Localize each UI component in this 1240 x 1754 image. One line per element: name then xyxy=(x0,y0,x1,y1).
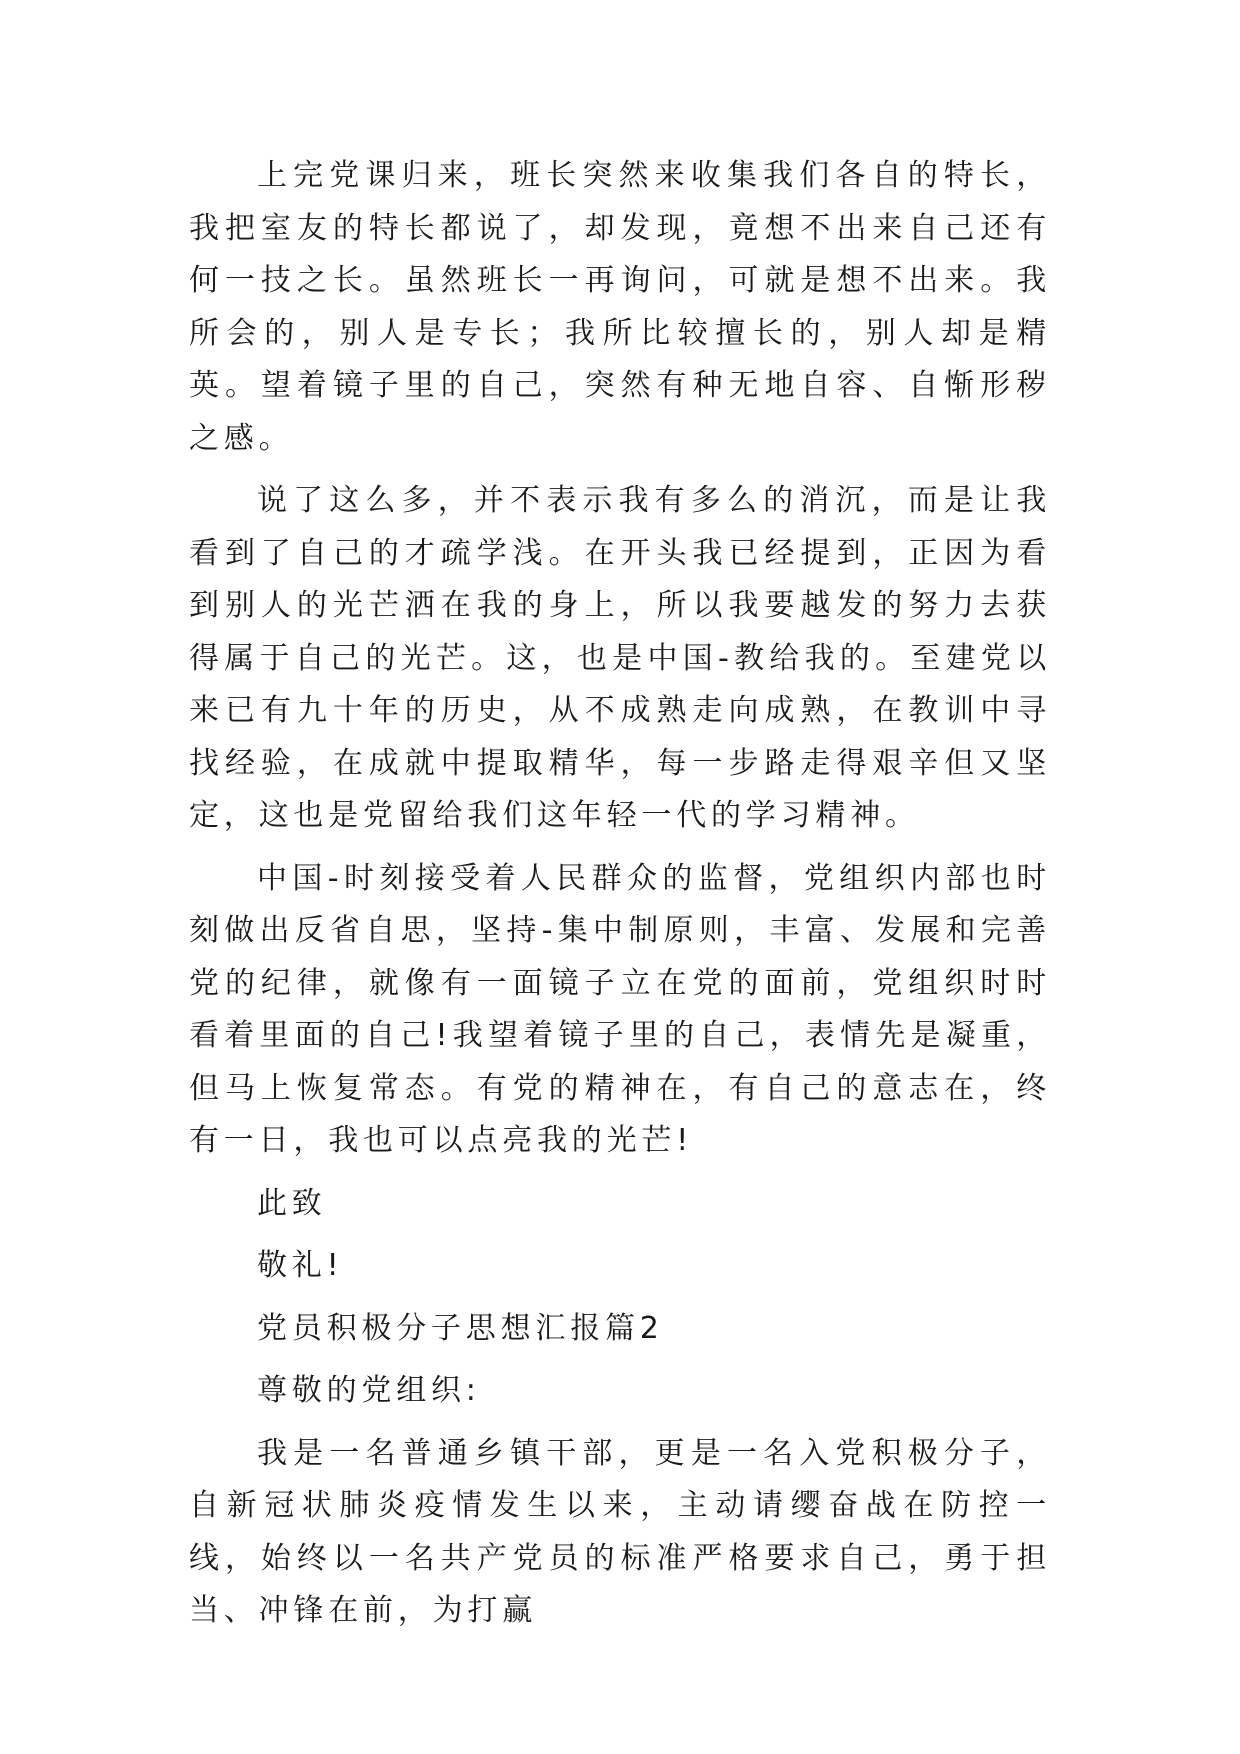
letter-greeting: 尊敬的党组织: xyxy=(257,1373,481,1408)
paragraph-learning-spirit: 说了这么多，并不表示我有多么的消沉，而是让我看到了自己的才疏学浅。在开头我已经提到，正因为看到别人的光芒洒在我的身上，所以我要越发的努力去获得属于自己的光芒。这，也是中国-教给我的。至建党以来已有九十年的历史，从不成熟走向成熟，在教训中寻找经验，在成就中提取精华，每一步路走得艰辛但又坚定，这也是党留给我们这年轻一代的学习精神。 xyxy=(189,483,1051,833)
paragraph-mirror: 中国-时刻接受着人民群众的监督，党组织内部也时刻做出反省自思，坚持-集中制原则，丰富、发展和完善党的纪律，就像有一面镜子立在党的面前，党组织时时看着里面的自己!我望着镜子里的自己，表情先是凝重，但马上恢复常态。有党的精神在，有自己的意志在，终有一日，我也可以点亮我的光芒! xyxy=(189,860,1051,1158)
closing-regards: 敬礼! xyxy=(257,1248,344,1283)
closing-salutation: 此致 xyxy=(257,1185,327,1221)
section-title: 党员积极分子思想汇报篇2 xyxy=(257,1310,664,1346)
paragraph-introduction: 我是一名普通乡镇干部，更是一名入党积极分子，自新冠状肺炎疫情发生以来，主动请缨奋战在防控一线，始终以一名共产党员的标准严格要求自己，勇于担当、冲锋在前，为打赢 xyxy=(189,1435,1051,1628)
document-body xyxy=(189,150,1051,1648)
paragraph-special-skills: 上完党课归来，班长突然来收集我们各自的特长，我把室友的特长都说了，却发现，竟想不出来自己还有何一技之长。虽然班长一再询问，可就是想不出来。我所会的，别人是专长；我所比较擅长的，别人却是精英。望着镜子里的自己，突然有种无地自容、自惭形秽之感。 xyxy=(189,158,1051,456)
